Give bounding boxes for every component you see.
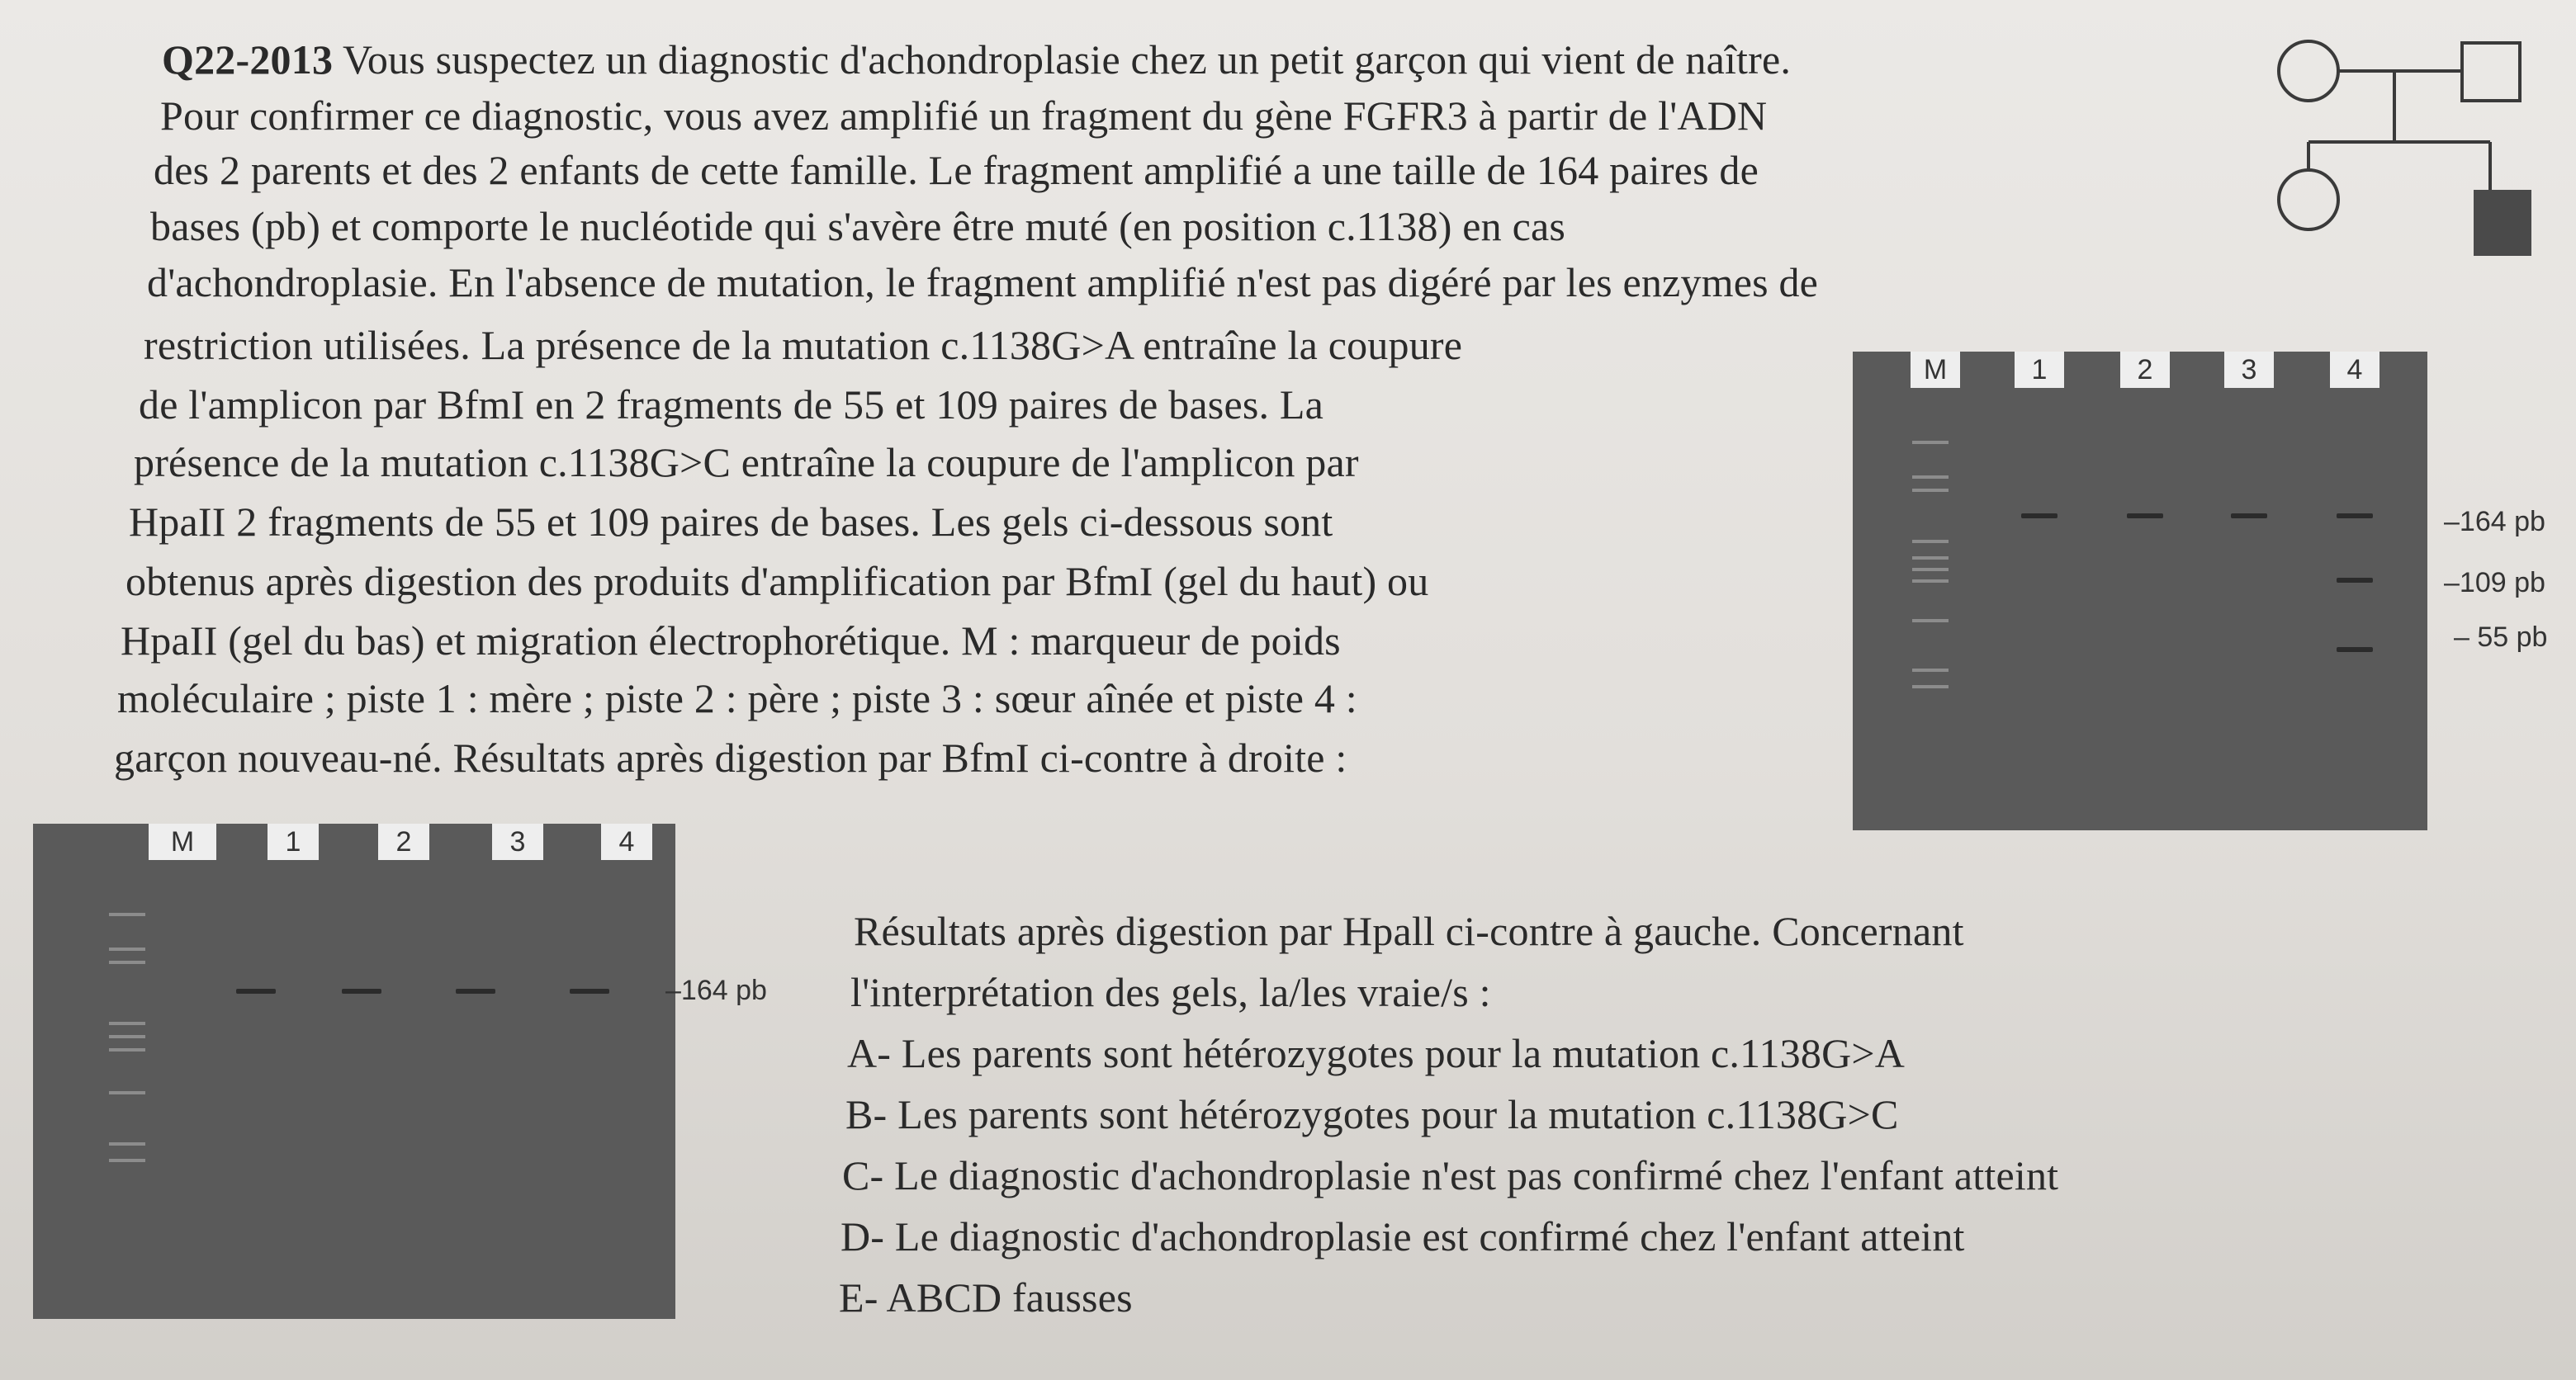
intro-line-2: l'interprétation des gels, la/les vraie/s : [850, 969, 1491, 1015]
sister-symbol [2279, 170, 2338, 229]
hpaii-marker-band [109, 1091, 145, 1094]
question-line-2: Pour confirmer ce diagnostic, vous avez amplifié un fragment du gène FGFR3 à partir de l'ADN [160, 92, 1768, 139]
bfmi-lane-label-1: 1 [2015, 352, 2064, 388]
question-line-13: garçon nouveau-né. Résultats après digestion par BfmI ci-contre à droite : [114, 735, 1347, 781]
bfmi-marker-band [1912, 579, 1949, 583]
pedigree-chart [2262, 25, 2543, 264]
question-line-11: HpaII (gel du bas) et migration électrophorétique. M : marqueur de poids [121, 617, 1341, 664]
intro-line-1: Résultats après digestion par Hpall ci-contre à gauche. Concernant [854, 908, 1964, 954]
question-line-4: bases (pb) et comporte le nucléotide qui s'avère être muté (en position c.1138) en cas [150, 203, 1566, 249]
bfmi-marker-band [1912, 619, 1949, 622]
hpaii-marker-band [109, 1022, 145, 1025]
mother-symbol [2279, 41, 2338, 101]
father-symbol [2462, 43, 2520, 101]
hpaii-lane4-band-164 [570, 989, 609, 994]
question-line-3: des 2 parents et des 2 enfants de cette famille. Le fragment amplifié a une taille de 164 paires de [154, 147, 1759, 193]
hpaii-marker-band [109, 1048, 145, 1052]
hpaii-marker-band [109, 1159, 145, 1162]
bfmi-marker-band [1912, 685, 1949, 688]
question-number: Q22-2013 [162, 36, 334, 83]
bfmi-lane-label-3: 3 [2224, 352, 2274, 388]
hpaii-lane-label-m: M [149, 824, 216, 860]
hpaii-lane-label-2: 2 [378, 824, 429, 860]
hpaii-lane-label-4: 4 [601, 824, 652, 860]
answer-option-c: C- Le diagnostic d'achondroplasie n'est pas confirmé chez l'enfant atteint [842, 1152, 2059, 1198]
hpaii-lane3-band-164 [456, 989, 495, 994]
question-line-1 [162, 35, 1791, 84]
bfmi-size-label-109: –109 pb [2444, 567, 2545, 598]
hpaii-size-label-164: –164 pb [665, 975, 767, 1006]
question-text: Vous suspectez un diagnostic d'achondroplasie chez un petit garçon qui vient de naître. [342, 36, 1792, 83]
hpaii-marker-band [109, 961, 145, 964]
bfmi-lane3-band-164 [2231, 513, 2267, 518]
hpaii-lane-label-1: 1 [268, 824, 319, 860]
question-line-6: restriction utilisées. La présence de la mutation c.1138G>A entraîne la coupure [144, 322, 1463, 368]
bfmi-lane-label-4: 4 [2330, 352, 2379, 388]
answer-option-d: D- Le diagnostic d'achondroplasie est confirmé chez l'enfant atteint [841, 1213, 1965, 1259]
bfmi-marker-band [1912, 669, 1949, 672]
hpaii-marker-band [109, 1142, 145, 1146]
bfmi-marker-band [1912, 568, 1949, 571]
bfmi-marker-band [1912, 441, 1949, 444]
hpaii-lane1-band-164 [236, 989, 276, 994]
bfmi-lane-label-2: 2 [2120, 352, 2170, 388]
bfmi-lane4-band-55 [2337, 647, 2373, 652]
hpaii-marker-band [109, 1035, 145, 1038]
hpaii-marker-band [109, 913, 145, 916]
question-line-10: obtenus après digestion des produits d'amplification par BfmI (gel du haut) ou [125, 558, 1429, 604]
bfmi-lane2-band-164 [2127, 513, 2163, 518]
answer-option-e: E- ABCD fausses [839, 1274, 1133, 1321]
hpaii-gel [33, 824, 675, 1319]
answer-option-b: B- Les parents sont hétérozygotes pour la mutation c.1138G>C [845, 1091, 1899, 1137]
bfmi-lane4-band-164 [2337, 513, 2373, 518]
question-line-9: HpaII 2 fragments de 55 et 109 paires de bases. Les gels ci-dessous sont [129, 499, 1333, 545]
affected-son-symbol [2474, 190, 2531, 256]
bfmi-marker-band [1912, 540, 1949, 543]
bfmi-lane-label-m: M [1911, 352, 1960, 388]
question-line-8: présence de la mutation c.1138G>C entraîne la coupure de l'amplicon par [134, 439, 1359, 485]
question-line-7: de l'amplicon par BfmI en 2 fragments de 55 et 109 paires de bases. La [139, 381, 1324, 428]
bfmi-lane1-band-164 [2021, 513, 2057, 518]
hpaii-lane-label-3: 3 [492, 824, 543, 860]
bfmi-lane4-band-109 [2337, 578, 2373, 583]
bfmi-size-label-55: – 55 pb [2454, 621, 2548, 653]
hpaii-lane2-band-164 [342, 989, 381, 994]
question-line-12: moléculaire ; piste 1 : mère ; piste 2 : père ; piste 3 : sœur aînée et piste 4 : [117, 675, 1357, 721]
bfmi-size-label-164: –164 pb [2444, 506, 2545, 537]
bfmi-gel [1853, 352, 2427, 830]
question-line-5: d'achondroplasie. En l'absence de mutation, le fragment amplifié n'est pas digéré par les enzymes de [147, 259, 1819, 305]
bfmi-marker-band [1912, 475, 1949, 479]
answer-option-a: A- Les parents sont hétérozygotes pour la mutation c.1138G>A [847, 1030, 1906, 1076]
bfmi-marker-band [1912, 489, 1949, 492]
bfmi-marker-band [1912, 556, 1949, 560]
hpaii-marker-band [109, 948, 145, 951]
